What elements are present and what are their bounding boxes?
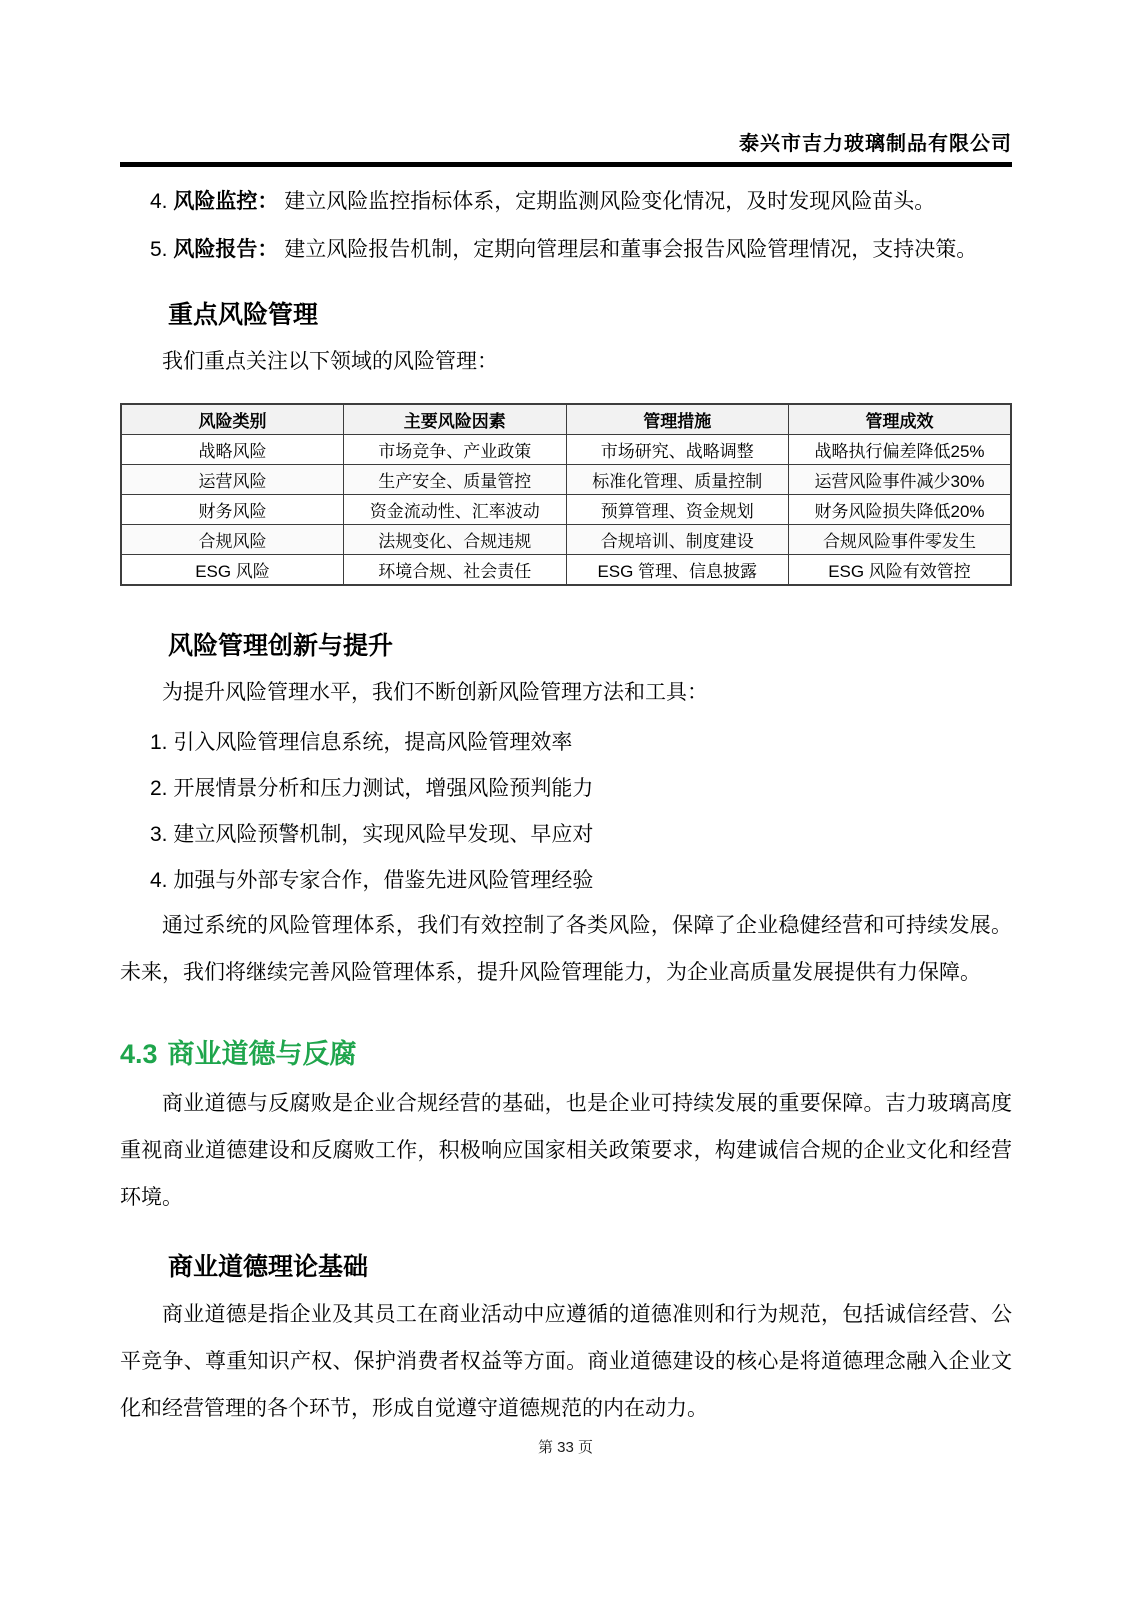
item-number: 4. xyxy=(150,869,168,892)
innovation-item-2 xyxy=(120,775,1012,802)
table-header-cell: 管理成效 xyxy=(789,404,1012,435)
section-number: 4.3 xyxy=(120,1039,158,1069)
ethics-theory-paragraph: 商业道德是指企业及其员工在商业活动中应遵循的道德准则和行为规范，包括诚信经营、公平竞争、尊重知识产权、保护消费者权益等方面。商业道德建设的核心是将道德理念融入企业文化和经营管理的各个环节，形成自觉遵守道德规范的内在动力。 xyxy=(120,1303,1012,1420)
item-text: 加强与外部专家合作，借鉴先进风险管理经验 xyxy=(173,869,594,892)
innovation-intro: 为提升风险管理水平，我们不断创新风险管理方法和工具： xyxy=(162,681,708,704)
table-cell: ESG 管理、信息披露 xyxy=(566,555,789,586)
risk-process-item-4 xyxy=(120,188,1012,215)
page-number-footer: 第 33 页 xyxy=(537,1439,594,1456)
risk-process-item-5 xyxy=(120,236,1012,263)
item-colon: ： xyxy=(257,190,279,213)
item-text: 建立风险预警机制，实现风险早发现、早应对 xyxy=(173,823,594,846)
table-cell: 合规培训、制度建设 xyxy=(566,525,789,555)
table-cell: 战略风险 xyxy=(121,435,344,465)
section-title-ethics-theory: 商业道德理论基础 xyxy=(168,1253,369,1281)
section-title: 商业道德与反腐 xyxy=(167,1039,357,1069)
innovation-summary: 通过系统的风险管理体系，我们有效控制了各类风险，保障了企业稳健经营和可持续发展。未来，我们将继续完善风险管理体系，提升风险管理能力，为企业高质量发展提供有力保障。 xyxy=(120,914,1012,984)
table-cell: 合规风险 xyxy=(121,525,344,555)
section-title-key-risk: 重点风险管理 xyxy=(168,301,319,329)
table-cell: 法规变化、合规违规 xyxy=(344,525,567,555)
section-title-innovation: 风险管理创新与提升 xyxy=(168,632,394,660)
table-cell: 财务风险 xyxy=(121,495,344,525)
item-text: 建立风险监控指标体系，定期监测风险变化情况，及时发现风险苗头。 xyxy=(284,190,936,213)
item-label: 风险监控 xyxy=(173,190,258,213)
item-colon: ： xyxy=(257,238,279,261)
innovation-item-1 xyxy=(120,729,1012,756)
innovation-item-3 xyxy=(120,821,1012,848)
ethics-intro-paragraph: 商业道德与反腐败是企业合规经营的基础，也是企业可持续发展的重要保障。吉力玻璃高度重视商业道德建设和反腐败工作，积极响应国家相关政策要求，构建诚信合规的企业文化和经营环境。 xyxy=(120,1092,1012,1209)
table-header-row xyxy=(121,404,1011,435)
item-number: 3. xyxy=(150,823,168,846)
table-row xyxy=(121,495,1011,525)
table-cell: 生产安全、质量管控 xyxy=(344,465,567,495)
table-cell: 资金流动性、汇率波动 xyxy=(344,495,567,525)
table-cell: ESG 风险有效管控 xyxy=(789,555,1012,586)
table-cell: 市场竞争、产业政策 xyxy=(344,435,567,465)
header-divider-rule xyxy=(120,162,1012,167)
table-row xyxy=(121,435,1011,465)
table-header-cell: 主要风险因素 xyxy=(344,404,567,435)
table-cell: 合规风险事件零发生 xyxy=(789,525,1012,555)
innovation-item-4 xyxy=(120,867,1012,894)
item-number: 2. xyxy=(150,777,168,800)
table-cell: ESG 风险 xyxy=(121,555,344,586)
table-header-cell: 风险类别 xyxy=(121,404,344,435)
section-heading-4-3 xyxy=(120,1036,1012,1072)
table-header-cell: 管理措施 xyxy=(566,404,789,435)
table-row xyxy=(121,465,1011,495)
risk-management-table xyxy=(120,403,1012,586)
item-number: 4. xyxy=(150,190,168,213)
table-row xyxy=(121,555,1011,586)
table-cell: 财务风险损失降低20% xyxy=(789,495,1012,525)
table-cell: 预算管理、资金规划 xyxy=(566,495,789,525)
table-body xyxy=(121,435,1011,586)
table-head xyxy=(121,404,1011,435)
item-label: 风险报告 xyxy=(173,238,258,261)
item-text: 引入风险管理信息系统，提高风险管理效率 xyxy=(173,731,573,754)
company-name-header: 泰兴市吉力玻璃制品有限公司 xyxy=(739,133,1012,155)
table-row xyxy=(121,525,1011,555)
table-cell: 标准化管理、质量控制 xyxy=(566,465,789,495)
item-text: 建立风险报告机制，定期向管理层和董事会报告风险管理情况，支持决策。 xyxy=(284,238,978,261)
table-cell: 战略执行偏差降低25% xyxy=(789,435,1012,465)
table-cell: 市场研究、战略调整 xyxy=(566,435,789,465)
item-number: 5. xyxy=(150,238,168,261)
table-cell: 运营风险事件减少30% xyxy=(789,465,1012,495)
key-risk-intro: 我们重点关注以下领域的风险管理： xyxy=(162,350,498,373)
item-text: 开展情景分析和压力测试，增强风险预判能力 xyxy=(173,777,594,800)
table-cell: 环境合规、社会责任 xyxy=(344,555,567,586)
table-cell: 运营风险 xyxy=(121,465,344,495)
item-number: 1. xyxy=(150,731,168,754)
